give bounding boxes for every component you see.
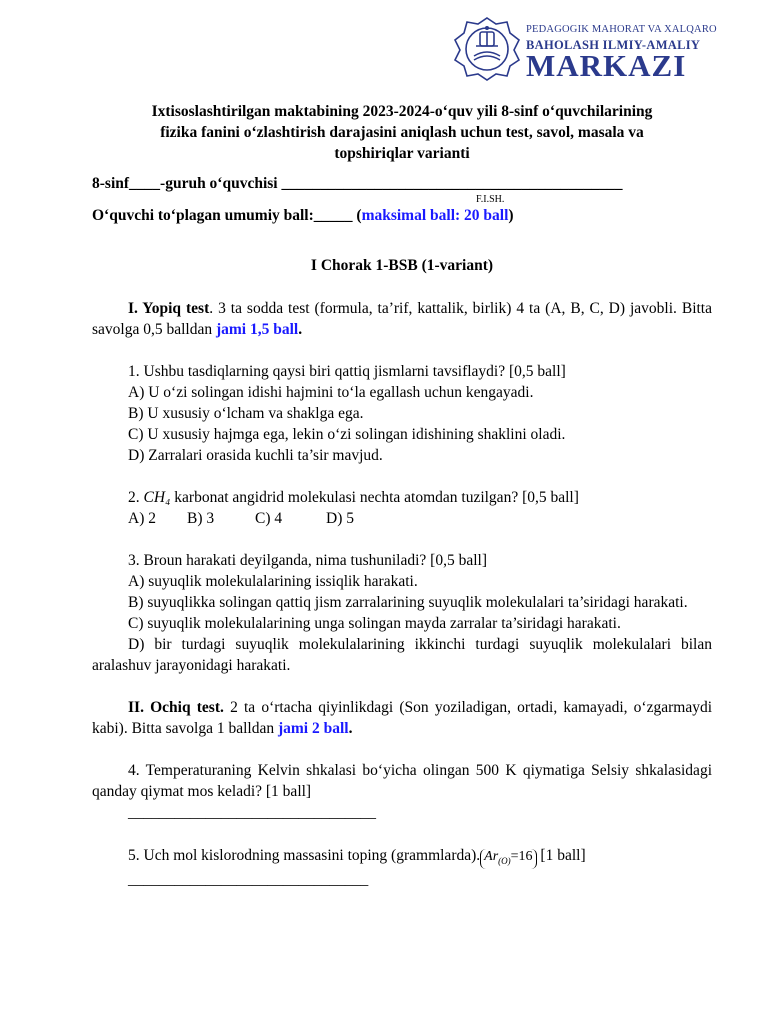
- section-1-head: I. Yopiq test: [128, 300, 210, 317]
- q2-options: [128, 508, 712, 529]
- section-2-head: II. Ochiq test.: [128, 699, 224, 716]
- section-2-text: 2 ta o‘rtacha qiyinlikdagi (Son yoziladigan, ortadi, kamayadi, o‘zgarmaydi kabi). Bitta savolga 1 balldan: [92, 699, 712, 737]
- section-1-text: . 3 ta sodda test (formula, ta’rif, kattalik, birlik) 4 ta (A, B, C, D) javobli. Bitta savolga 0,5 balldan: [92, 300, 712, 338]
- title-line-2: fizika fanini o‘zlashtirish darajasini aniqlash uchun test, savol, masala va: [160, 124, 644, 141]
- q3-option-b: B) suyuqlikka solingan qattiq jism zarralarining suyuqlik molekulalari ta’siridagi harakati.: [128, 594, 688, 611]
- q5-points: [1 ball]: [536, 847, 586, 864]
- logo-line-3: MARKAZI: [526, 48, 687, 83]
- q3-option-d: D) bir turdagi suyuqlik molekulalarining ikkinchi turdagi suyuqlik molekulalari bilan aralashuv jarayonidagi harakati.: [92, 636, 712, 674]
- q2-option-a: A) 2: [128, 510, 156, 527]
- question-3: [92, 550, 712, 676]
- q5-text: 5. Uch mol kislorodning massasini toping (grammlarda).: [128, 847, 481, 864]
- logo-line-1: PEDAGOGIK MAHORAT VA XALQARO: [526, 24, 717, 35]
- ch4-formula: CH₄: [143, 489, 171, 506]
- max-score: maksimal ball: 20 ball: [361, 207, 509, 224]
- section-2-intro: II. Ochiq test. 2 ta o‘rtacha qiyinlikdagi (Son yoziladigan, ortadi, kamayadi, o‘zgarmaydi kabi). Bitta savolga 1 balldan jami 2 ball.: [92, 699, 712, 737]
- q5-answer-blank[interactable]: _______________________________: [128, 870, 369, 888]
- q1-option-b: B) U xususiy o‘lcham va shaklga ega.: [128, 405, 364, 422]
- section-2-total: jami 2 ball: [277, 720, 349, 737]
- q4-answer-blank[interactable]: ________________________________: [128, 804, 376, 821]
- question-2: [92, 487, 712, 529]
- q1-option-c: C) U xususiy hajmga ega, lekin o‘zi solingan idishining shaklini oladi.: [128, 426, 566, 443]
- q3-text: 3. Broun harakati deyilganda, nima tushuniladi? [0,5 ball]: [128, 552, 487, 569]
- q4-text: 4. Temperaturaning Kelvin shkalasi bo‘yicha olingan 500 K qiymatiga Selsiy shkalasidagi qanday qiymat mos keladi? [1 ball]: [92, 762, 712, 800]
- q3-option-c: C) suyuqlik molekulalarining unga solingan mayda zarralar ta’siridagi harakati.: [128, 615, 621, 632]
- student-name-line: 8-sinf____-guruh o‘quvchisi ____________________________________________: [92, 175, 623, 192]
- title-line-1: Ixtisoslashtirilgan maktabining 2023-2024-o‘quv yili 8-sinf o‘quvchilarining: [151, 103, 653, 120]
- ar-formula: $Ar_{(O)}=16$: [480, 849, 536, 869]
- title-line-3: topshiriqlar varianti: [334, 145, 470, 162]
- score-suffix: ): [508, 207, 514, 224]
- section-1-intro: I. Yopiq test. 3 ta sodda test (formula, ta’rif, kattalik, birlik) 4 ta (A, B, C, D) javobli. Bitta savolga 0,5 balldan jami 1,5 ball.: [92, 300, 712, 338]
- document-title: [92, 101, 712, 164]
- q1-text: 1. Ushbu tasdiqlarning qaysi biri qattiq jismlarni tavsiflaydi? [0,5 ball]: [128, 363, 566, 380]
- question-1: [92, 361, 712, 466]
- institution-logo: [452, 16, 722, 86]
- q2-text: 2. CH₄ karbonat angidrid molekulasi nechta atomdan tuzilgan? [0,5 ball]: [128, 489, 579, 506]
- q1-option-d: D) Zarralari orasida kuchli ta’sir mavjud.: [128, 447, 383, 464]
- fish-caption: F.I.SH.: [476, 194, 505, 205]
- quarter-heading: I Chorak 1-BSB (1-variant): [310, 257, 494, 274]
- q2-option-d: D) 5: [326, 510, 354, 527]
- logo-line-2: BAHOLASH ILMIY-AMALIY: [526, 38, 701, 52]
- section-1-total: jami 1,5 ball: [215, 321, 299, 338]
- emblem-icon: [452, 16, 522, 82]
- q3-option-a: A) suyuqlik molekulalarining issiqlik harakati.: [128, 573, 418, 590]
- q2-option-b: B) 3: [187, 510, 215, 527]
- q1-option-a: A) U o‘zi solingan idishi hajmini to‘la egallash uchun kengayadi.: [128, 384, 534, 401]
- score-line: [92, 205, 712, 226]
- q2-option-c: C) 4: [255, 510, 283, 527]
- score-prefix: O‘quvchi to‘plagan umumiy ball:_____ (: [92, 207, 362, 224]
- question-5: [92, 845, 712, 869]
- document-body: [92, 101, 712, 890]
